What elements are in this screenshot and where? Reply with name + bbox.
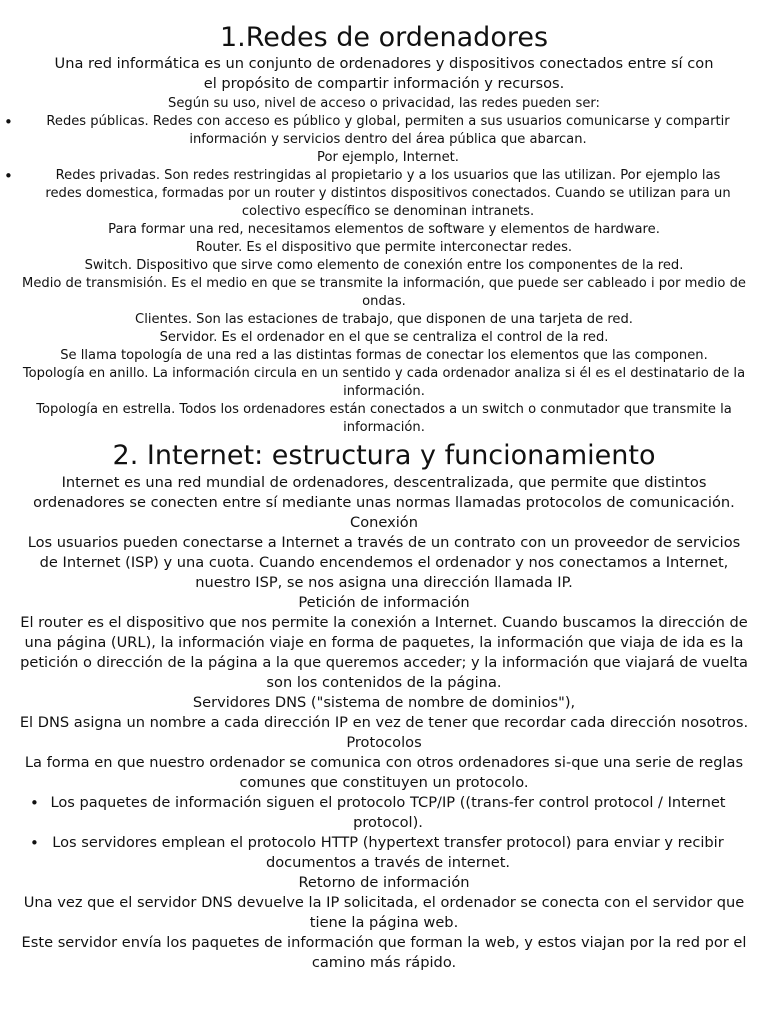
list-item-redes-privadas <box>18 167 750 221</box>
list-item-http: • Los servidores emplean el protocolo HTTP (hypertext transfer protocol) para enviar y recibir documentos a través de internet. <box>18 833 750 873</box>
paragraph: Según su uso, nivel de acceso o privacidad, las redes pueden ser: <box>168 96 600 111</box>
subheading-peticion: Petición de información <box>298 594 470 611</box>
section-1-title: Redes de ordenadores <box>245 22 549 53</box>
subheading-retorno: Retorno de información <box>298 874 470 891</box>
subheading-protocolos: Protocolos <box>346 734 422 751</box>
list-item-tcpip: • Los paquetes de información siguen el protocolo TCP/IP ((trans-fer control protocol / Internet protocol). <box>18 793 750 833</box>
paragraph: Router. Es el dispositivo que permite interconectar redes. <box>195 240 573 255</box>
paragraph: El DNS asigna un nombre a cada dirección IP en vez de tener que recordar cada dirección nosotros. <box>19 714 749 731</box>
protocols-list <box>18 793 750 873</box>
section-redes <box>18 22 750 437</box>
paragraph: Topología en anillo. La información circula en un sentido y cada ordenador analiza si él es el destinatario de la información. <box>22 366 746 399</box>
network-types-list <box>18 113 750 221</box>
paragraph: El router es el dispositivo que nos permite la conexión a Internet. Cuando buscamos la dirección de una página (URL), la información viaje en forma de paquetes, la información que viaja de ida es la petición o dirección de la página a la que queremos acceder; y la información que viajará de vuelta son los contenidos de la página. <box>20 614 748 691</box>
paragraph: Switch. Dispositivo que sirve como elemento de conexión entre los componentes de la red. <box>84 258 684 273</box>
list-item-redes-publicas <box>18 113 750 167</box>
paragraph: Medio de transmisión. Es el medio en que se transmite la información, que puede ser cableado i por medio de ondas. <box>22 276 746 309</box>
section-1-intro: Una red informática es un conjunto de ordenadores y dispositivos conectados entre sí con el propósito de compartir información y recursos. <box>54 55 714 92</box>
paragraph: Topología en estrella. Todos los ordenadores están conectados a un switch o conmutador que transmite la información. <box>36 402 732 435</box>
paragraph: La forma en que nuestro ordenador se comunica con otros ordenadores si-que una serie de reglas comunes que constituyen un protocolo. <box>24 754 744 791</box>
paragraph: Internet es una red mundial de ordenadores, descentralizada, que permite que distintos ordenadores se conecten entre sí mediante unas normas llamadas protocolos de comunicación. <box>33 474 735 511</box>
paragraph: Servidor. Es el ordenador en el que se centraliza el control de la red. <box>159 330 609 345</box>
list-item-example: Por ejemplo, Internet. <box>317 150 459 165</box>
section-2-title: 2. Internet: estructura y funcionamiento <box>112 440 656 471</box>
section-1-number: 1. <box>219 22 246 53</box>
subheading-dns: Servidores DNS ("sistema de nombre de dominios"), <box>192 694 576 711</box>
paragraph: Este servidor envía los paquetes de información que forman la web, y estos viajan por la red por el camino más rápido. <box>21 934 747 971</box>
paragraph: Una vez que el servidor DNS devuelve la IP solicitada, el ordenador se conecta con el servidor que tiene la página web. <box>23 894 745 931</box>
list-item-text: Redes públicas. Redes con acceso es público y global, permiten a sus usuarios comunicarse y compartir información y servicios dentro del área pública que abarcan. <box>46 114 730 147</box>
section-1-heading <box>18 22 750 54</box>
section-internet <box>18 439 750 973</box>
subheading-conexion: Conexión <box>350 514 418 531</box>
paragraph: Los usuarios pueden conectarse a Internet a través de un contrato con un proveedor de servicios de Internet (ISP) y una cuota. Cuando encendemos el ordenador y nos conectamos a Internet, nuestro ISP, se nos asigna una dirección llamada IP. <box>27 534 741 591</box>
paragraph: Para formar una red, necesitamos elementos de software y elementos de hardware. <box>108 222 660 237</box>
paragraph: Clientes. Son las estaciones de trabajo, que disponen de una tarjeta de red. <box>135 312 633 327</box>
paragraph: Se llama topología de una red a las distintas formas de conectar los elementos que las componen. <box>60 348 708 363</box>
list-item-text: Redes privadas. Son redes restringidas al propietario y a los usuarios que las utilizan. Por ejemplo las redes domestica, formadas por un router y distintos dispositivos conectados. Cuando se utilizan para un colectivo específico se denominan intranets. <box>45 168 731 219</box>
